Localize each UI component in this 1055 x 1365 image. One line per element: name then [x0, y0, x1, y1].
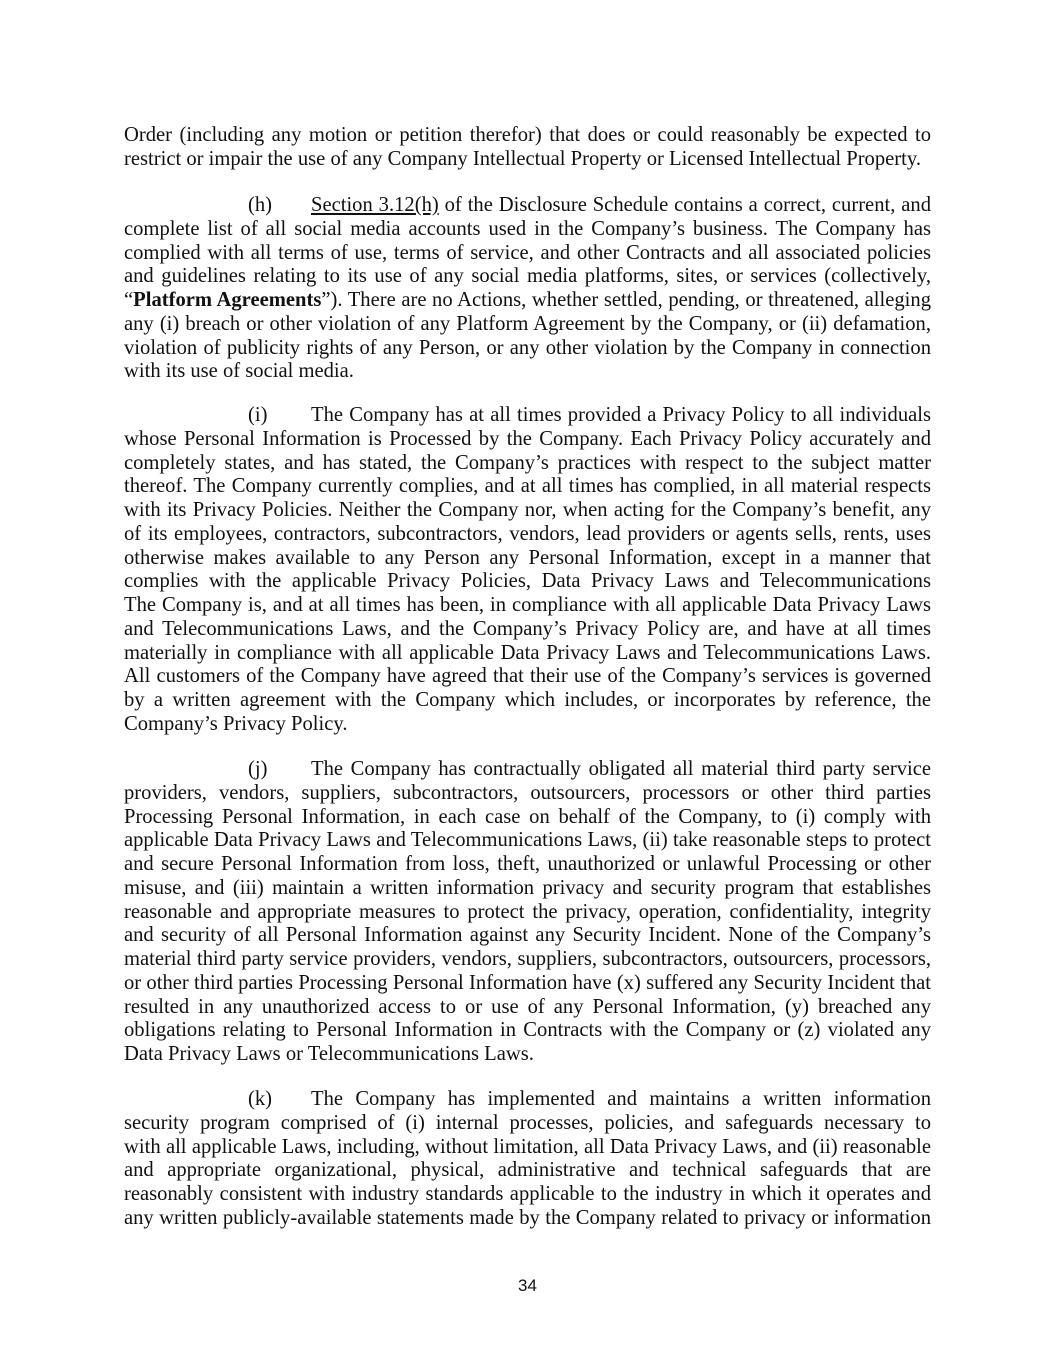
text-line: Data Privacy Laws or Telecommunications Laws.	[124, 1043, 534, 1065]
paragraph-continued	[124, 124, 931, 172]
text-segment: “	[124, 289, 134, 311]
text-line: and appropriate organizational, physical, administrative and technical safeguards that are	[124, 1159, 931, 1182]
text-line: reasonable and appropriate measures to protect the privacy, operation, confidentiality, integrity	[124, 900, 931, 923]
text-line: and secure Personal Information from loss, theft, unauthorized or unlawful Processing or other	[124, 853, 931, 875]
text-line: complies with the applicable Privacy Policies, Data Privacy Laws and Telecommunications	[124, 570, 931, 593]
text-line: any written publicly-available statements made by the Company related to privacy or information	[124, 1206, 931, 1229]
text-line: otherwise makes available to any Person any Personal Information, except in a manner that	[124, 546, 931, 569]
text-line: by a written agreement with the Company which includes, or incorporates by reference, the	[124, 689, 931, 711]
text-line: Company’s Privacy Policy.	[124, 712, 348, 735]
text-line	[124, 194, 931, 218]
line-text	[311, 194, 931, 218]
text-line: completely states, and has stated, the Company’s practices with respect to the subject matter	[124, 451, 931, 474]
text-line	[124, 758, 931, 782]
text-line: or other third parties Processing Personal Information have (x) suffered any Security Incident that	[124, 971, 931, 994]
line-text: The Company has implemented and maintains a written information	[311, 1088, 931, 1110]
text-line	[124, 1088, 931, 1112]
paragraph-label: (k)	[248, 1088, 273, 1110]
text-line: with its Privacy Policies. Neither the Company nor, when acting for the Company’s benefit, any	[124, 499, 931, 521]
text-line: The Company is, and at all times has been, in compliance with all applicable Data Privacy Laws	[124, 594, 931, 616]
text-line: reasonably consistent with industry standards applicable to the industry in which it operates and	[124, 1183, 931, 1205]
text-line: any (i) breach or other violation of any Platform Agreement by the Company, or (ii) defamation,	[124, 312, 931, 335]
paragraph-j	[124, 758, 931, 1067]
paragraph-i	[124, 404, 931, 737]
text-segment: ”). There are no Actions, whether settled, pending, or threatened, alleging	[321, 289, 931, 311]
text-line: materially in compliance with all applicable Data Privacy Laws and Telecommunications Laws.	[124, 641, 931, 664]
paragraph-label: (h)	[248, 194, 273, 216]
line-text: The Company has at all times provided a Privacy Policy to all individuals	[311, 404, 931, 426]
text-line: material third party service providers, vendors, suppliers, subcontractors, outsourcers, processors,	[124, 948, 931, 970]
text-line: and guidelines relating to its use of any social media platforms, sites, or services (collectively,	[124, 265, 931, 288]
text-line: with all applicable Laws, including, without limitation, all Data Privacy Laws, and (ii) reasonable	[124, 1135, 931, 1158]
text-line	[124, 289, 931, 313]
text-line: obligations relating to Personal Information in Contracts with the Company or (z) violated any	[124, 1019, 931, 1042]
text-line: with its use of social media.	[124, 360, 354, 383]
paragraph-k	[124, 1088, 931, 1231]
text-line: violation of publicity rights of any Person, or any other violation by the Company in connection	[124, 336, 931, 359]
paragraph-h	[124, 194, 931, 384]
line-text: The Company has contractually obligated all material third party service	[311, 758, 931, 780]
section-reference: Section 3.12(h)	[311, 194, 439, 216]
text-line: providers, vendors, suppliers, subcontractors, outsourcers, processors or other third parties	[124, 781, 931, 804]
defined-term: Platform Agreements	[133, 289, 322, 311]
text-line: security program comprised of (i) internal processes, policies, and safeguards necessary to	[124, 1111, 931, 1134]
text-line: All customers of the Company have agreed that their use of the Company’s services is governed	[124, 665, 931, 688]
text-line: applicable Data Privacy Laws and Telecommunications Laws, (ii) take reasonable steps to protect	[124, 829, 931, 852]
text-line: complete list of all social media accounts used in the Company’s business. The Company has	[124, 217, 931, 240]
text-line	[124, 404, 931, 428]
text-line: restrict or impair the use of any Company Intellectual Property or Licensed Intellectual Property.	[124, 147, 921, 170]
text-line: Processing Personal Information, in each case on behalf of the Company, to (i) comply with	[124, 805, 931, 828]
text-line: and Telecommunications Laws, and the Company’s Privacy Policy are, and have at all times	[124, 617, 931, 640]
text-line: thereof. The Company currently complies, and at all times has complied, in all material respects	[124, 475, 931, 498]
text-line: misuse, and (iii) maintain a written information privacy and security program that establishes	[124, 876, 931, 899]
text-segment: of the Disclosure Schedule contains a correct, current, and	[438, 194, 931, 216]
text-line: whose Personal Information is Processed by the Company. Each Privacy Policy accurately and	[124, 427, 931, 450]
text-line: complied with all terms of use, terms of service, and other Contracts and all associated policies	[124, 241, 931, 264]
text-line: Order (including any motion or petition therefor) that does or could reasonably be expected to	[124, 124, 931, 146]
page-number: 34	[518, 1276, 537, 1295]
text-line: resulted in any unauthorized access to or use of any Personal Information, (y) breached any	[124, 995, 931, 1018]
paragraph-label: (j)	[248, 758, 268, 780]
text-line: and security of all Personal Information against any Security Incident. None of the Company’s	[124, 924, 931, 947]
text-line: of its employees, contractors, subcontractors, vendors, lead providers or agents sells, rents, uses	[124, 522, 931, 545]
paragraph-label: (i)	[248, 404, 268, 426]
